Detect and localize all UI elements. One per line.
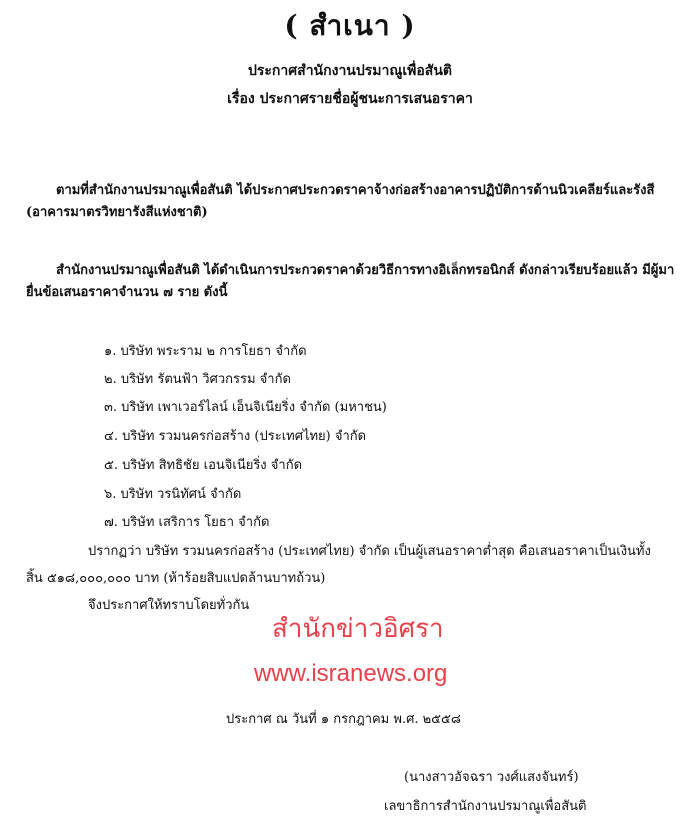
signatory-title: เลขาธิการสำนักงานปรมาณูเพื่อสันติ	[384, 799, 587, 814]
paragraph-intro	[26, 180, 676, 224]
watermark-name: สำนักข่าวอิศรา	[272, 614, 444, 644]
list-item: ๕. บริษัท สิทธิชัย เอนจิเนียริ่ง จำกัด	[104, 458, 303, 473]
list-item: ๗. บริษัท เสริการ โยธา จำกัด	[104, 515, 270, 530]
list-item: ๖. บริษัท วรนิทัศน์ จำกัด	[104, 487, 242, 502]
watermark-url: www.isranews.org	[254, 660, 448, 687]
list-item: ๑. บริษัท พระราม ๒ การโยธา จำกัด	[104, 344, 307, 359]
list-item: ๒. บริษัท รัตนฟ้า วิศวกรรม จำกัด	[104, 372, 291, 387]
date-line: ประกาศ ณ วันที่ ๑ กรกฎาคม พ.ศ. ๒๕๕๘	[226, 712, 461, 727]
paragraph-process	[26, 260, 676, 304]
paragraph-intro-text: ตามที่สำนักงานปรมาณูเพื่อสันติ ได้ประกาศประกวดราคาจ้างก่อสร้างอาคารปฏิบัติการด้านนิวเคลียร์และรังสี (อาคารมาตรวิทยารังสีแห่งชาติ)	[26, 183, 655, 220]
list-item: ๔. บริษัท รวมนครก่อสร้าง (ประเทศไทย) จำกัด	[104, 429, 367, 444]
paragraph-process-text: สำนักงานปรมาณูเพื่อสันติ ได้ดำเนินการประกวดราคาด้วยวิธีการทางอิเล็กทรอนิกส์ ดังกล่าวเรียบร้อยแล้ว มีผู้มายื่นข้อเสนอราคาจำนวน ๗ ราย ดังนี้	[26, 263, 675, 300]
result-line-1: ปรากฏว่า บริษัท รวมนครก่อสร้าง (ประเทศไทย) จำกัด เป็นผู้เสนอราคาต่ำสุด คือเสนอราคาเป็นเงินทั้ง	[88, 544, 651, 559]
subject-heading: เรื่อง ประกาศรายชื่อผู้ชนะการเสนอราคา	[227, 91, 473, 107]
signatory-name: (นางสาวอัจฉรา วงศ์แสงจันทร์)	[404, 770, 579, 785]
announce-line: จึงประกาศให้ทราบโดยทั่วกัน	[88, 598, 250, 613]
list-item: ๓. บริษัท เพาเวอร์ไลน์ เอ็นจิเนียริ่ง จำกัด (มหาชน)	[104, 400, 387, 415]
copy-label: ( สำเนา )	[284, 9, 416, 42]
issuer-heading: ประกาศสำนักงานปรมาณูเพื่อสันติ	[248, 63, 452, 79]
result-line-2: สิ้น ๕๑๘,๐๐๐,๐๐๐ บาท (ห้าร้อยสิบแปดล้านบาทถ้วน)	[26, 571, 326, 586]
